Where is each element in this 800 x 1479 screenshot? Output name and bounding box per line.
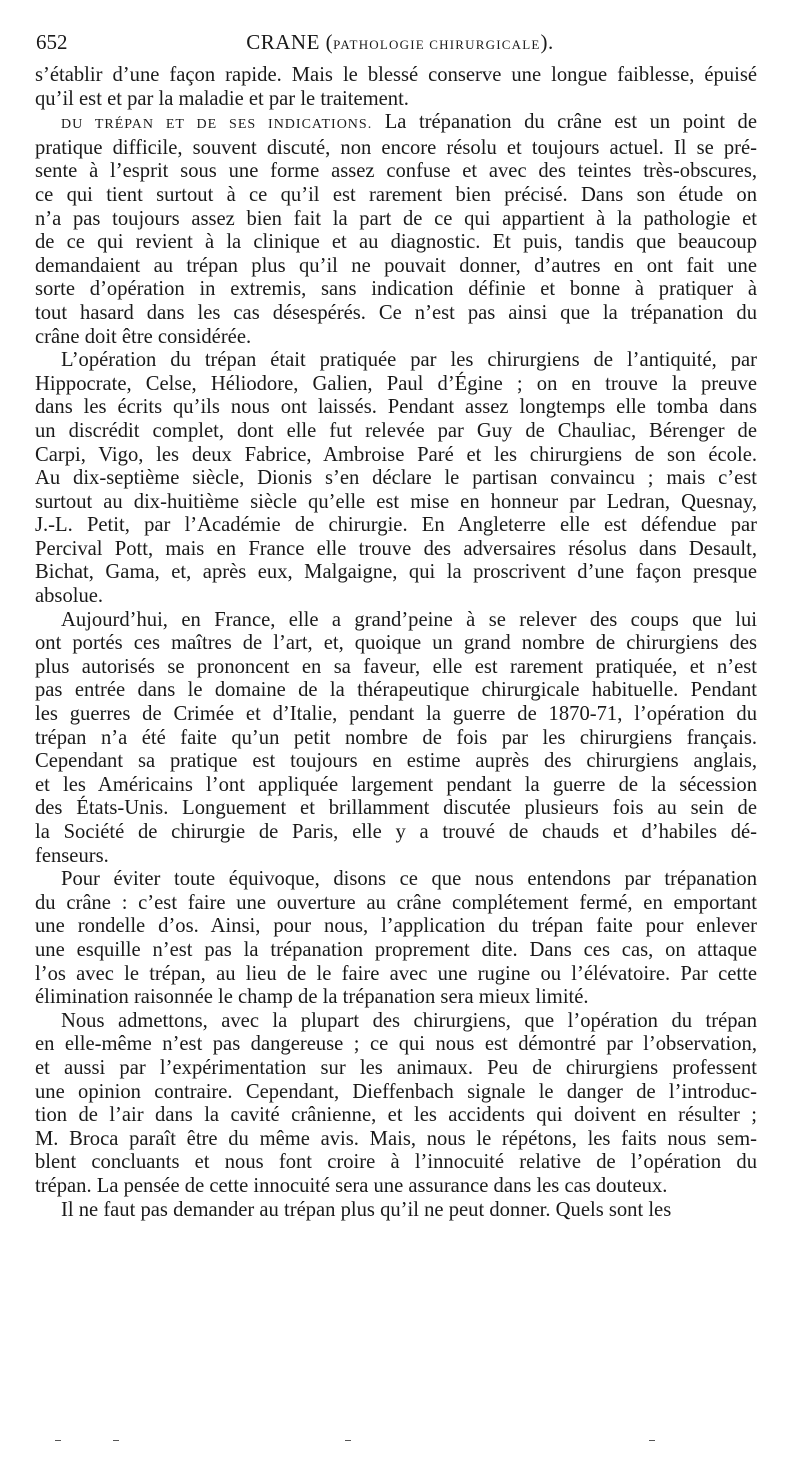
text-line-content: en elle-même n’est pas dangereuse ; ce qui nous est démontré par l’observation, (35, 1033, 757, 1056)
text-line (35, 326, 757, 350)
text-line (35, 892, 757, 916)
text-line-content: J.-L. Petit, par l’Académie de chirurgie. En Angleterre elle est défendue par (35, 514, 757, 537)
text-line-content: dans les écrits qu’ils nous ont laissés. Pendant assez longtemps elle tomba dans (35, 396, 757, 419)
text-line (35, 774, 757, 798)
text-line (35, 1151, 757, 1175)
text-line (35, 797, 757, 821)
text-line (35, 561, 757, 585)
text-line (35, 467, 757, 491)
page-header (36, 30, 764, 60)
text-line-content: sente à l’esprit sous une forme assez confuse et avec des teintes très-obscures, (35, 160, 757, 183)
text-line (35, 727, 757, 751)
text-line-content: s’établir d’une façon rapide. Mais le blessé conserve une longue faiblesse, épuisé (35, 64, 757, 86)
text-line (35, 444, 757, 468)
body-text (35, 64, 757, 1222)
text-line (35, 88, 757, 112)
footer-mark (345, 1440, 351, 1441)
footer-mark (55, 1440, 61, 1441)
text-line-content: plus autorisés se prononcent en sa faveur, elle est rarement pratiquée, et n’est (35, 655, 757, 678)
running-head-end: ). (540, 30, 554, 54)
text-line-content: et les Américains l’ont appliquée largement pendant la guerre de la sécession (35, 773, 757, 796)
text-line-content: La trépanation du crâne est un point de (384, 111, 757, 134)
footer-marks (55, 1440, 675, 1450)
text-line (35, 679, 757, 703)
text-line-content: Bichat, Gama, et, après eux, Malgaigne, qui la proscrivent d’une façon presque (35, 561, 757, 584)
text-line (35, 255, 757, 279)
text-line (35, 64, 757, 88)
text-line-content: Hippocrate, Celse, Héliodore, Galien, Paul d’Égine ; on en trouve la preuve (35, 372, 757, 395)
text-line-content: de ce qui revient à la clinique et au diagnostic. Et puis, tandis que beaucoup (35, 231, 757, 254)
text-line-content: Il ne faut pas demander au trépan plus qu’il ne peut donner. Quels sont les (61, 1198, 672, 1221)
section-heading: DU TRÉPAN ET DE SES INDICATIONS. (61, 117, 373, 133)
text-line (35, 514, 757, 538)
text-line-content: fenseurs. (35, 844, 109, 867)
text-line (35, 1081, 757, 1105)
text-line (35, 184, 757, 208)
text-line (35, 656, 757, 680)
text-line (35, 609, 757, 633)
text-line-content: pas entrée dans le domaine de la thérapeutique chirurgicale habituelle. Pendant (35, 679, 757, 702)
text-line (35, 915, 757, 939)
text-line-content: une opinion contraire. Cependant, Dieffenbach signale le danger de l’introduc- (35, 1080, 757, 1103)
text-line (35, 373, 757, 397)
text-line (35, 1175, 757, 1199)
text-line-content: Pour éviter toute équivoque, disons ce que nous entendons par trépanation (61, 868, 757, 891)
text-line-content: surtout au dix-huitième siècle qu’elle est mise en honneur par Ledran, Quesnay, (35, 490, 757, 513)
text-line-content: Percival Pott, mais en France elle trouve des adversaires résolus dans Desault, (35, 537, 757, 560)
text-line (35, 845, 757, 869)
text-line (35, 632, 757, 656)
text-line (35, 137, 757, 161)
text-line-content: ce qui tient surtout à ce qu’il est rarement bien précisé. Dans son étude on (35, 183, 757, 206)
text-line-content: des États-Unis. Longuement et brillamment discutée plusieurs fois au sein de (35, 797, 757, 820)
text-line-content: une esquille n’est pas la trépanation proprement dite. Dans ces cas, on attaque (35, 938, 757, 961)
text-line (35, 160, 757, 184)
text-line (35, 986, 757, 1010)
text-line-content: ont portés ces maîtres de l’art, et, quoique un grand nombre de chirurgiens des (35, 632, 757, 655)
text-line-content: trépan n’a été faite qu’un petit nombre de fois par les chirurgiens français. (35, 726, 757, 749)
text-line-content: du crâne : c’est faire une ouverture au crâne complétement fermé, en emportant (35, 891, 757, 914)
text-line-content: M. Broca paraît être du même avis. Mais, nous le répétons, les faits nous sem- (35, 1127, 757, 1150)
text-line-content: Nous admettons, avec la plupart des chirurgiens, que l’opération du trépan (61, 1009, 757, 1032)
text-line-content: une rondelle d’os. Ainsi, pour nous, l’application du trépan faite pour enlever (35, 915, 757, 938)
text-line-content: Au dix-septième siècle, Dionis s’en déclare le partisan convaincu ; mais c’est (35, 467, 757, 490)
text-line-content: n’a pas toujours assez bien fait la part de ce qui appartient à la pathologie et (35, 207, 757, 230)
running-head (36, 30, 764, 55)
text-line-content: tion de l’air dans la cavité crânienne, et les accidents qui doivent en résulter ; (35, 1104, 757, 1127)
text-line-content: sorte d’opération in extremis, sans indication définie et bonne à pratiquer à (35, 278, 757, 301)
text-line-content: pratique difficile, souvent discuté, non encore résolu et toujours actuel. Il se pré- (35, 136, 757, 159)
text-line-content: trépan. La pensée de cette innocuité sera une assurance dans les cas douteux. (35, 1174, 668, 1197)
text-line-content: demandaient au trépan plus qu’il ne pouvait donner, d’autres en ont fait une (35, 254, 757, 277)
text-line-content: tout hasard dans les cas désespérés. Ce n’est pas ainsi que la trépanation du (35, 301, 757, 324)
text-line-content: élimination raisonnée le champ de la trépanation sera mieux limité. (35, 986, 589, 1009)
text-line (35, 963, 757, 987)
text-line-content: Carpi, Vigo, les deux Fabrice, Ambroise Paré et les chirurgiens de son école. (35, 443, 757, 466)
text-line (35, 491, 757, 515)
text-line (35, 1128, 757, 1152)
footer-mark (649, 1440, 655, 1441)
text-line-content: absolue. (35, 585, 104, 608)
text-line-content: et aussi par l’expérimentation sur les animaux. Peu de chirurgiens professent (35, 1056, 757, 1079)
text-line (35, 868, 757, 892)
text-line (35, 821, 757, 845)
text-line (35, 111, 757, 137)
text-line-content: les guerres de Crimée et d’Italie, pendant la guerre de 1870-71, l’opération du (35, 703, 757, 726)
text-line-content: Cependant sa pratique est toujours en estime auprès des chirurgiens anglais, (35, 750, 757, 773)
text-line (35, 703, 757, 727)
text-line-content: crâne doit être considérée. (35, 325, 252, 348)
text-line-content: l’os avec le trépan, au lieu de le faire avec une rugine ou l’élévatoire. Par cette (35, 962, 757, 985)
text-line (35, 208, 757, 232)
page-number: 652 (36, 30, 68, 54)
text-line (35, 750, 757, 774)
text-line (35, 349, 757, 373)
text-line (35, 939, 757, 963)
text-line (35, 1104, 757, 1128)
text-line-content: L’opération du trépan était pratiquée par les chirurgiens de l’antiquité, par (61, 349, 757, 372)
text-line-content: qu’il est et par la maladie et par le traitement. (35, 87, 409, 110)
text-line (35, 1033, 757, 1057)
text-line (35, 396, 757, 420)
footer-mark (113, 1440, 119, 1441)
text-line (35, 1057, 757, 1081)
text-line-content: Aujourd’hui, en France, elle a grand’peine à se relever des coups que lui (61, 608, 757, 631)
running-head-main: CRANE ( (246, 30, 334, 54)
text-line (35, 420, 757, 444)
text-line-content: la Société de chirurgie de Paris, elle y a trouvé de chauds et d’habiles dé- (35, 821, 757, 843)
text-line (35, 1199, 757, 1223)
text-line (35, 538, 757, 562)
text-line-content: blent concluants et nous font croire à l’innocuité relative de l’opération du (35, 1151, 757, 1174)
text-line (35, 585, 757, 609)
text-line (35, 231, 757, 255)
running-head-sub: PATHOLOGIE CHIRURGICALE (333, 37, 541, 52)
text-line (35, 278, 757, 302)
text-line (35, 302, 757, 326)
text-line (35, 1010, 757, 1034)
text-line-content: un discrédit complet, dont elle fut relevée par Guy de Chauliac, Bérenger de (35, 419, 757, 442)
